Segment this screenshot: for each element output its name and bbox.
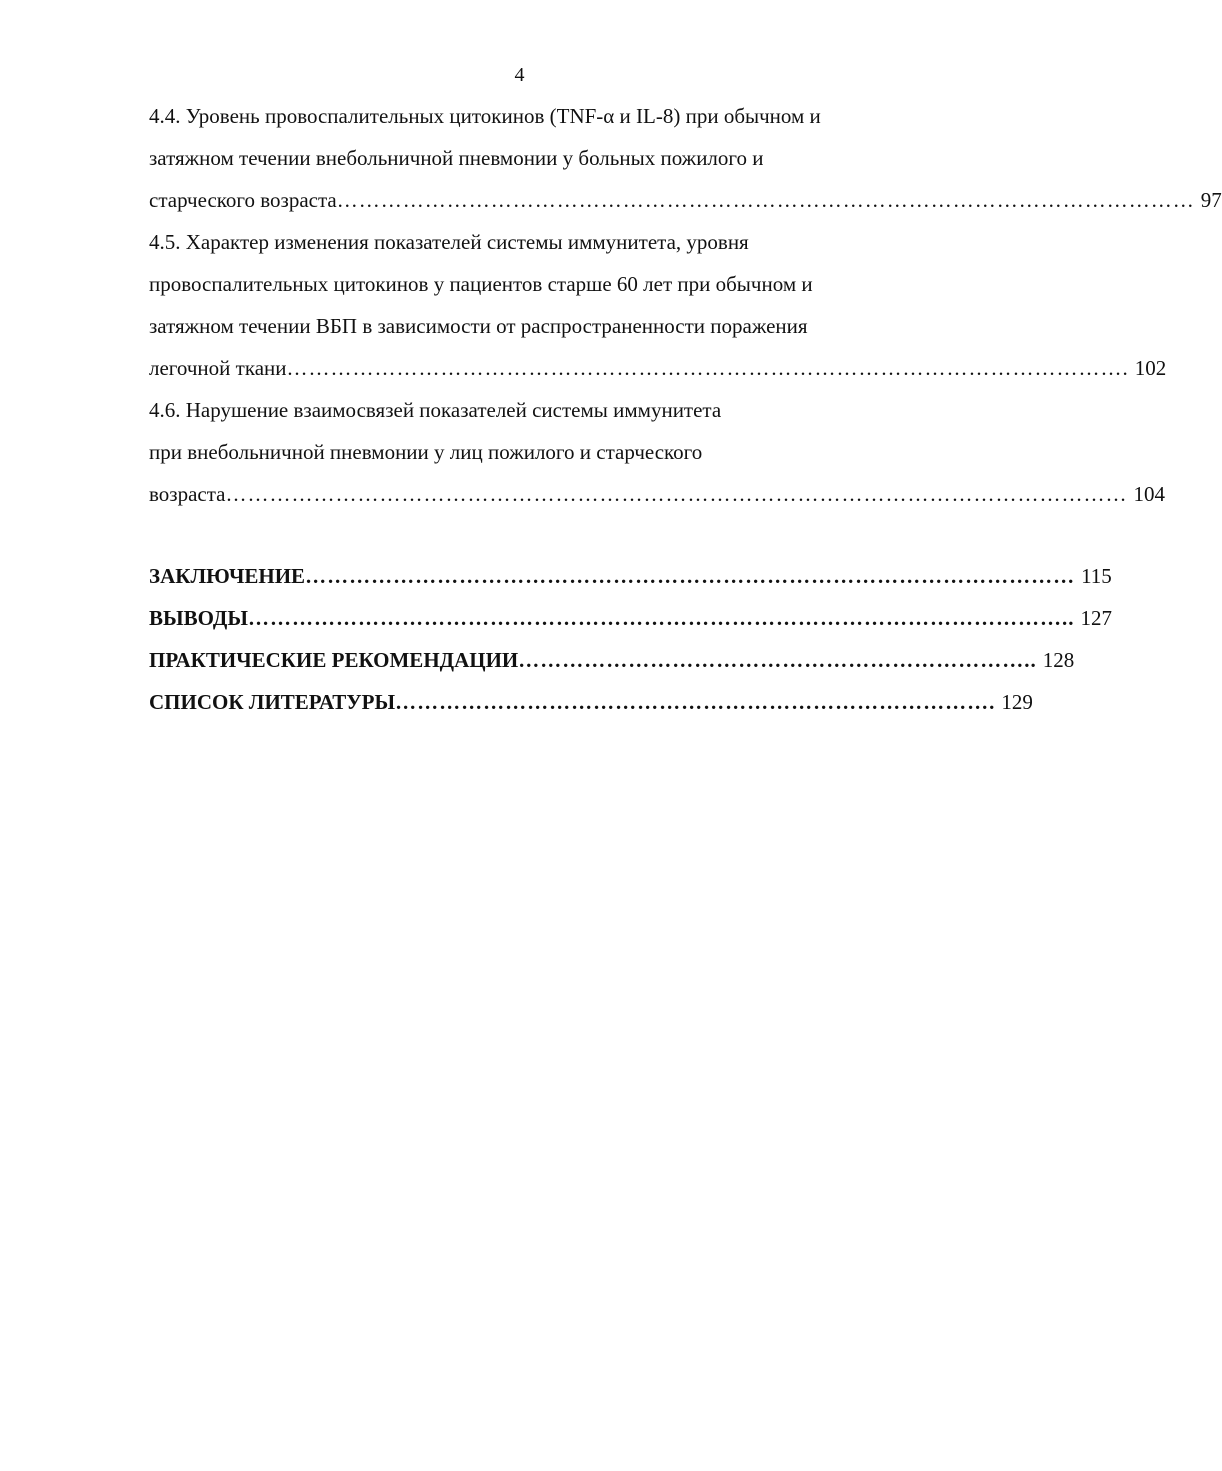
dot-leader: …………………………………………………………………………………………………………… (225, 482, 1128, 506)
table-of-contents (149, 95, 1222, 723)
toc-page-number: 129 (1001, 690, 1033, 714)
toc-entry-last-line (149, 179, 1222, 221)
toc-page-number: 115 (1081, 564, 1112, 588)
toc-entry-line: провоспалительных цитокинов у пациентов старше 60 лет при обычном и (149, 272, 813, 296)
dot-leader: ……………………………………………………………………………………………………… (336, 188, 1195, 212)
toc-page-number: 104 (1133, 482, 1165, 506)
toc-section-title: ПРАКТИЧЕСКИЕ РЕКОМЕНДАЦИИ (149, 648, 519, 672)
toc-entry-line: затяжном течении внебольничной пневмонии у больных пожилого и (149, 146, 764, 170)
toc-entry-text: возраста (149, 482, 226, 506)
toc-page-number: 127 (1080, 606, 1112, 630)
toc-page-number: 102 (1134, 356, 1167, 380)
toc-section-recommendations[interactable] (149, 639, 1075, 681)
toc-section-references[interactable] (149, 681, 1033, 723)
toc-entry-line: 4.4. Уровень провоспалительных цитокинов (TNF-α и IL-8) при обычном и (149, 104, 821, 128)
toc-section-title: ЗАКЛЮЧЕНИЕ (149, 564, 306, 588)
toc-entry-4-5[interactable] (149, 221, 1167, 389)
toc-entry-last-line (149, 473, 1165, 515)
toc-section-conclusions[interactable] (149, 597, 1112, 639)
toc-sections (149, 555, 1112, 723)
dot-leader: …………………………………………………………………………………………… (305, 564, 1076, 588)
toc-section-conclusion[interactable] (149, 555, 1112, 597)
section-spacer (149, 515, 994, 555)
dot-leader: ………………………………………………………………………………………………….. (248, 606, 1075, 630)
toc-entry-text: старческого возраста (149, 188, 337, 212)
dot-leader: …………………………………………………………….. (518, 648, 1037, 672)
page-number: 4 (514, 64, 525, 86)
toc-entry-last-line (149, 347, 1167, 389)
toc-entry-text: легочной ткани (149, 356, 287, 380)
toc-entry-line: 4.6. Нарушение взаимосвязей показателей системы иммунитета (149, 398, 722, 422)
toc-entry-line: затяжном течении ВБП в зависимости от распространенности поражения (149, 314, 808, 338)
toc-entry-4-4[interactable] (149, 95, 1222, 221)
toc-section-title: ВЫВОДЫ (149, 606, 248, 630)
toc-entry-4-6[interactable] (149, 389, 1165, 515)
toc-page-number: 128 (1042, 648, 1075, 672)
toc-section-title: СПИСОК ЛИТЕРАТУРЫ (149, 690, 396, 714)
toc-page-number: 97 (1200, 188, 1222, 212)
dot-leader: ……………………………………………………………………………………………………. (286, 356, 1129, 380)
dot-leader: ………………………………………………………………………. (395, 690, 996, 714)
toc-entry-line: при внебольничной пневмонии у лиц пожилого и старческого (149, 440, 703, 464)
toc-entry-line: 4.5. Характер изменения показателей системы иммунитета, уровня (149, 230, 749, 254)
